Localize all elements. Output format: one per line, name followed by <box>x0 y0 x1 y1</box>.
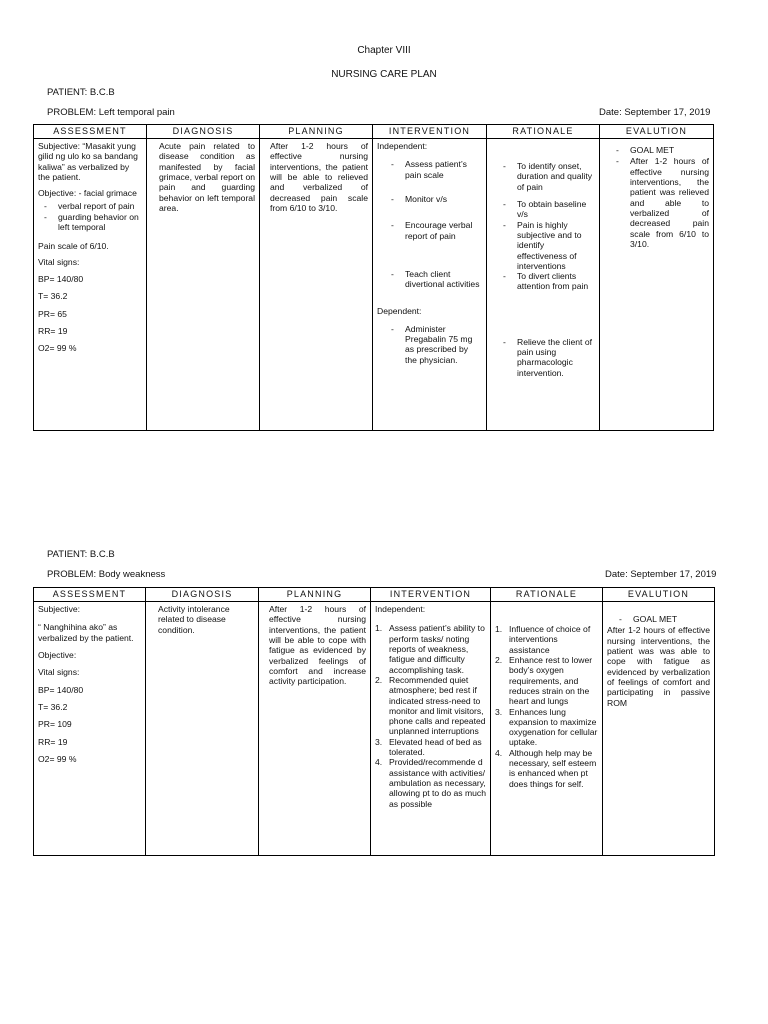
evaluation-text: - After 1-2 hours of effective nursing interventions, the patient was relieved and able to verbalized of decreased pain scale from 6/10 to 3/10. <box>610 156 709 249</box>
dependent-list <box>377 324 482 365</box>
problem-label: PROBLEM: Left temporal pain <box>47 107 175 118</box>
goal-status: - GOAL MET <box>613 614 710 624</box>
vital-rr: RR= 19 <box>38 326 68 337</box>
list-item: - To obtain baseline v/s <box>497 199 595 220</box>
header-diagnosis: DIAGNOSIS <box>146 588 259 602</box>
independent-label: Independent: <box>375 604 426 614</box>
vitals-label: Vital signs: <box>38 256 80 267</box>
evaluation-text: After 1-2 hours of effective nursing interventions, the patient was was able to cope with fatigue as evidenced by verbalization of feelings of comfort and participating in passive ROM <box>607 625 710 708</box>
subjective-text: “ Nanghihina ako” as verbalized by the patient. <box>38 622 134 643</box>
list-item: Although help may be necessary, self esteem is enhanced when pt does things for self. <box>509 747 597 789</box>
rationale-cell <box>491 602 603 856</box>
list-item: - Assess patient’s pain scale <box>385 159 482 180</box>
rationale-cell <box>487 139 600 431</box>
evaluation-list <box>607 614 710 624</box>
vitals-label: Vital signs: <box>38 667 80 678</box>
list-item: Enhance rest to lower body’s oxygen requirements, and reduces strain on the heart and lungs <box>509 654 593 707</box>
list-item: - Administer Pregabalin 75 mg as prescribed by the physician. <box>385 324 482 365</box>
assessment-cell <box>34 602 146 856</box>
pain-scale-text: Pain scale of 6/10. <box>38 240 109 251</box>
header-rationale: RATIONALE <box>491 588 603 602</box>
assessment-cell <box>34 139 147 431</box>
intervention-list <box>377 159 482 289</box>
list-item: - verbal report of pain <box>38 201 142 211</box>
list-item: Elevated head of bed as tolerated. <box>389 736 482 758</box>
list-item: Recommended quiet atmosphere; bed rest if indicated stress-need to monitor and limit visitors, phone calls and repeated unplanned interruptions <box>389 674 486 737</box>
intervention-cell <box>373 139 487 431</box>
list-item: Provided/recommende d assistance with activities/ ambulation as necessary, allowing pt to do as much as possible <box>389 757 486 809</box>
header-evaluation: EVALUTION <box>603 588 715 602</box>
list-item: - Monitor v/s <box>385 194 482 204</box>
care-plan-table-1 <box>33 124 714 431</box>
list-item: - Pain is highly subjective and to identify effectiveness of interventions <box>497 220 595 272</box>
list-item: - guarding behavior on left temporal <box>38 212 142 233</box>
list-item: Assess patient’s ability to perform tasks/ noting reports of weakness, fatigue and difficulty accomplishing task. <box>389 623 485 675</box>
date-label: Date: September 17, 2019 <box>599 107 711 118</box>
evaluation-cell <box>600 139 714 431</box>
header-evaluation: EVALUTION <box>600 125 714 139</box>
header-assessment: ASSESSMENT <box>34 125 147 139</box>
objective-list <box>38 201 142 233</box>
table-row <box>34 139 714 431</box>
subjective-label: Subjective: <box>38 604 81 614</box>
objective-text: Objective: - facial grimace <box>38 188 137 199</box>
list-item: - Encourage verbal report of pain <box>385 220 482 241</box>
planning-cell: After 1-2 hours of effective nursing interventions, the patient will be able to cope with fatigue as evidenced by verbalized feelings of comfort and increase activity participation. <box>259 602 371 856</box>
table-header-row <box>34 588 715 602</box>
goal-status: - GOAL MET <box>610 145 709 155</box>
care-plan-table-2 <box>33 587 715 856</box>
chapter-title: Chapter VIII <box>357 45 411 56</box>
header-planning: PLANNING <box>259 588 371 602</box>
subjective-text: Subjective: “Masakit yung gilid ng ulo ko sa bandang kaliwa” as verbalized by the patient. <box>38 141 138 182</box>
header-diagnosis: DIAGNOSIS <box>147 125 260 139</box>
table-row <box>34 602 715 856</box>
objective-text: Objective: <box>38 649 77 660</box>
evaluation-cell <box>603 602 715 856</box>
header-assessment: ASSESSMENT <box>34 588 146 602</box>
list-item: - Teach client divertional activities <box>385 269 482 290</box>
intervention-list <box>375 623 486 809</box>
evaluation-list <box>604 145 709 249</box>
rationale-list <box>495 624 598 789</box>
vital-pr: PR= 65 <box>38 308 67 319</box>
problem-label: PROBLEM: Body weakness <box>47 569 166 580</box>
list-item: - To divert clients attention from pain <box>497 271 595 292</box>
list-item: Influence of choice of interventions assistance <box>509 624 591 655</box>
dependent-label: Dependent: <box>377 305 422 316</box>
vital-pr: PR= 109 <box>38 719 72 730</box>
table-header-row <box>34 125 714 139</box>
vital-bp: BP= 140/80 <box>38 274 84 285</box>
planning-cell: After 1-2 hours of effective nursing interventions, the patient will be able to relieved and verbalized of decreased pain scale from 6/10 to 3/10. <box>260 139 373 431</box>
vital-rr: RR= 19 <box>38 736 68 747</box>
date-label: Date: September 17, 2019 <box>605 569 717 580</box>
rationale-list <box>491 161 595 378</box>
vital-o2: O2= 99 % <box>38 753 77 764</box>
header-intervention: INTERVENTION <box>373 125 487 139</box>
independent-label: Independent: <box>377 141 428 151</box>
vital-o2: O2= 99 % <box>38 343 77 354</box>
vital-bp: BP= 140/80 <box>38 684 84 695</box>
patient-label: PATIENT: B.C.B <box>47 549 115 560</box>
diagnosis-cell: Activity intolerance related to disease condition. <box>146 602 259 856</box>
document-heading: NURSING CARE PLAN <box>331 69 437 80</box>
diagnosis-cell: Acute pain related to disease condition as manifested by facial grimace, verbal report on pain and guarding behavior on left temporal area. <box>147 139 260 431</box>
vital-temp: T= 36.2 <box>38 291 68 302</box>
list-item: Enhances lung expansion to maximize oxygenation for cellular uptake. <box>509 706 598 748</box>
list-item: - To identify onset, duration and quality of pain <box>497 161 595 192</box>
header-planning: PLANNING <box>260 125 373 139</box>
patient-label: PATIENT: B.C.B <box>47 87 115 98</box>
header-rationale: RATIONALE <box>487 125 600 139</box>
vital-temp: T= 36.2 <box>38 701 68 712</box>
intervention-cell <box>371 602 491 856</box>
list-item: - Relieve the client of pain using pharmacologic intervention. <box>497 337 595 378</box>
header-intervention: INTERVENTION <box>371 588 491 602</box>
